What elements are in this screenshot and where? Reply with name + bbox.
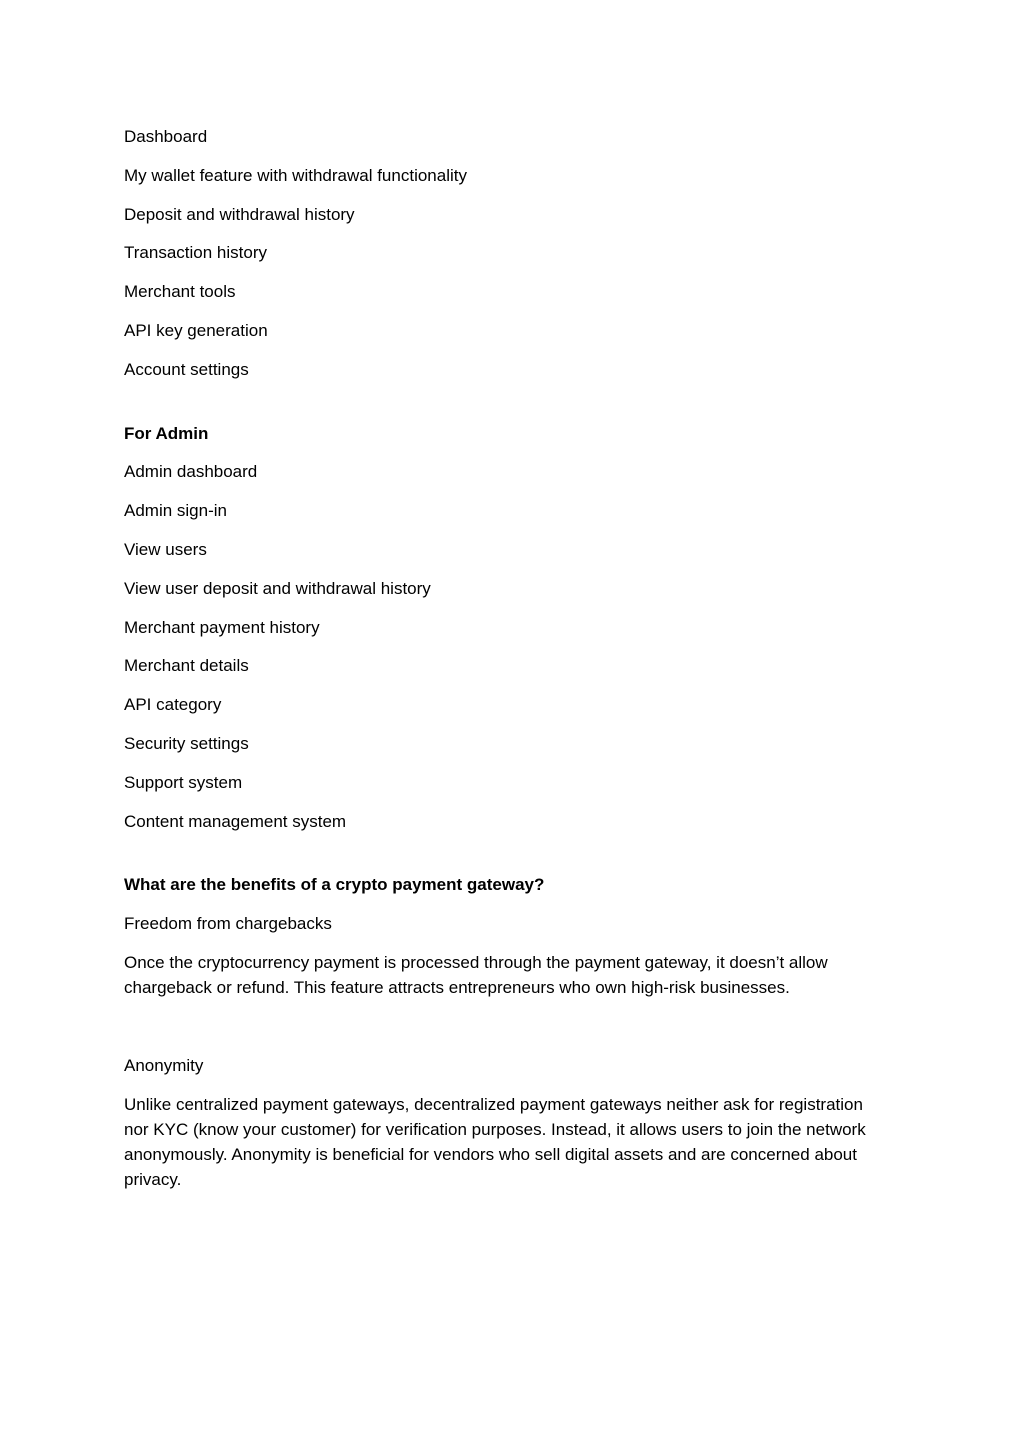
paragraph-line: Once the cryptocurrency payment is processed through the payment gateway, it doesn’t allow <box>124 952 828 972</box>
paragraph-line: chargeback or refund. This feature attracts entrepreneurs who own high-risk businesses. <box>124 977 790 997</box>
document-page <box>124 124 894 1205</box>
list-item: API category <box>124 695 222 715</box>
benefit-anonymity <box>124 1053 894 1192</box>
list-item: Account settings <box>124 359 249 379</box>
benefit-title: Freedom from chargebacks <box>124 914 332 934</box>
paragraph-line: nor KYC (know your customer) for verification purposes. Instead, it allows users to join the network <box>124 1119 866 1139</box>
list-item: Content management system <box>124 811 347 831</box>
list-item: Admin sign-in <box>124 501 227 521</box>
benefit-paragraph <box>124 950 894 1000</box>
paragraph-line: Unlike centralized payment gateways, decentralized payment gateways neither ask for registration <box>124 1094 863 1114</box>
benefit-chargebacks <box>124 911 894 1000</box>
user-feature-list <box>124 124 894 382</box>
benefits-heading: What are the benefits of a crypto payment gateway? <box>124 875 545 895</box>
list-item: Merchant payment history <box>124 617 320 637</box>
paragraph-line: anonymously. Anonymity is beneficial for vendors who sell digital assets and are concerned about <box>124 1144 857 1164</box>
spacer <box>124 1014 894 1053</box>
benefit-title: Anonymity <box>124 1055 204 1075</box>
benefit-paragraph <box>124 1092 894 1192</box>
list-item: Merchant tools <box>124 282 236 302</box>
list-item: View users <box>124 539 207 559</box>
list-item: View user deposit and withdrawal history <box>124 578 431 598</box>
list-item: My wallet feature with withdrawal functionality <box>124 165 467 185</box>
admin-feature-list <box>124 459 894 833</box>
list-item: API key generation <box>124 320 268 340</box>
spacer <box>124 847 894 872</box>
list-item: Admin dashboard <box>124 462 258 482</box>
list-item: Support system <box>124 772 243 792</box>
list-item: Transaction history <box>124 243 267 263</box>
list-item: Security settings <box>124 733 249 753</box>
admin-heading: For Admin <box>124 423 209 443</box>
list-item: Dashboard <box>124 127 208 146</box>
spacer <box>124 396 894 421</box>
list-item: Merchant details <box>124 656 249 676</box>
paragraph-line: privacy. <box>124 1169 182 1189</box>
list-item: Deposit and withdrawal history <box>124 204 355 224</box>
